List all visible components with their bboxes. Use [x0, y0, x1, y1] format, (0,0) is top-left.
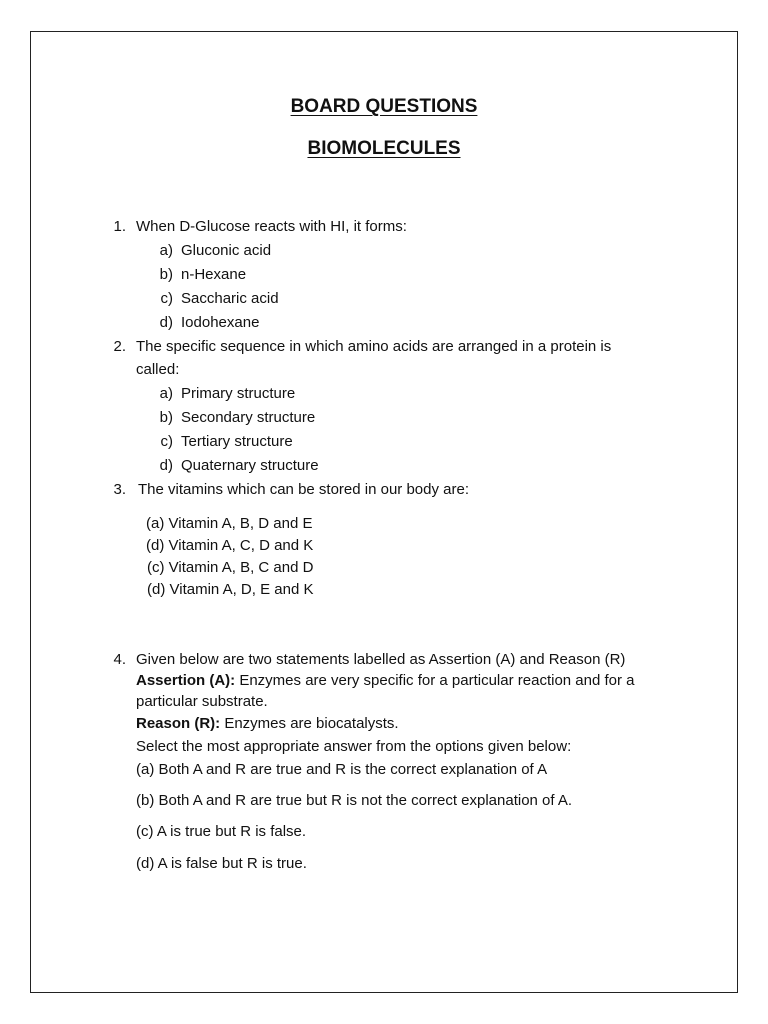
question-text: The vitamins which can be stored in our body are: [138, 481, 470, 498]
option-text: Primary structure [181, 385, 296, 402]
option-marker: d) [159, 457, 173, 474]
option-marker: b) [159, 266, 173, 283]
option-marker: d) [159, 314, 173, 331]
option-marker: a) [159, 385, 173, 402]
question-number: 3. [113, 481, 126, 498]
option-text: (c) A is true but R is false. [136, 823, 307, 840]
page-border [30, 31, 738, 993]
option-text: Gluconic acid [181, 242, 272, 259]
instruction-text: Select the most appropriate answer from the options given below: [136, 738, 572, 755]
option-text: Iodohexane [181, 314, 260, 331]
reason-line [136, 714, 399, 734]
question-text: Given below are two statements labelled as Assertion (A) and Reason (R) [136, 651, 626, 668]
page-title: BOARD QUESTIONS [290, 96, 478, 117]
option-text: Secondary structure [181, 409, 316, 426]
option-text: n-Hexane [181, 266, 247, 283]
option-marker: b) [159, 409, 173, 426]
question-number: 2. [113, 338, 126, 355]
reason-label: Reason (R): [136, 715, 221, 732]
question-text: The specific sequence in which amino acids are arranged in a protein is [136, 338, 612, 355]
assertion-label: Assertion (A): [136, 672, 236, 689]
question-number: 4. [113, 651, 126, 668]
option-marker: a) [159, 242, 173, 259]
option-marker: c) [160, 433, 173, 450]
assertion-text-continued: particular substrate. [136, 693, 268, 710]
assertion-line [136, 671, 635, 691]
page-subtitle: BIOMOLECULES [307, 138, 461, 159]
option-text: (b) Both A and R are true but R is not the correct explanation of A. [136, 792, 573, 809]
option-text: Saccharic acid [181, 290, 279, 307]
option-text: (a) Both A and R are true and R is the correct explanation of A [136, 761, 548, 778]
option-marker: c) [160, 290, 173, 307]
question-text-continued: called: [136, 361, 180, 378]
reason-text: Enzymes are biocatalysts. [220, 715, 399, 732]
question-text: When D-Glucose reacts with HI, it forms: [136, 218, 407, 235]
option-text: Tertiary structure [181, 433, 293, 450]
option-text: (d) Vitamin A, D, E and K [147, 581, 314, 598]
option-text: (d) Vitamin A, C, D and K [146, 537, 314, 554]
option-text: (a) Vitamin A, B, D and E [146, 515, 313, 532]
option-text: (d) A is false but R is true. [136, 855, 307, 872]
question-number: 1. [113, 218, 126, 235]
option-text: Quaternary structure [181, 457, 319, 474]
assertion-text: Enzymes are very specific for a particular reaction and for a [235, 672, 635, 689]
option-text: (c) Vitamin A, B, C and D [147, 559, 314, 576]
